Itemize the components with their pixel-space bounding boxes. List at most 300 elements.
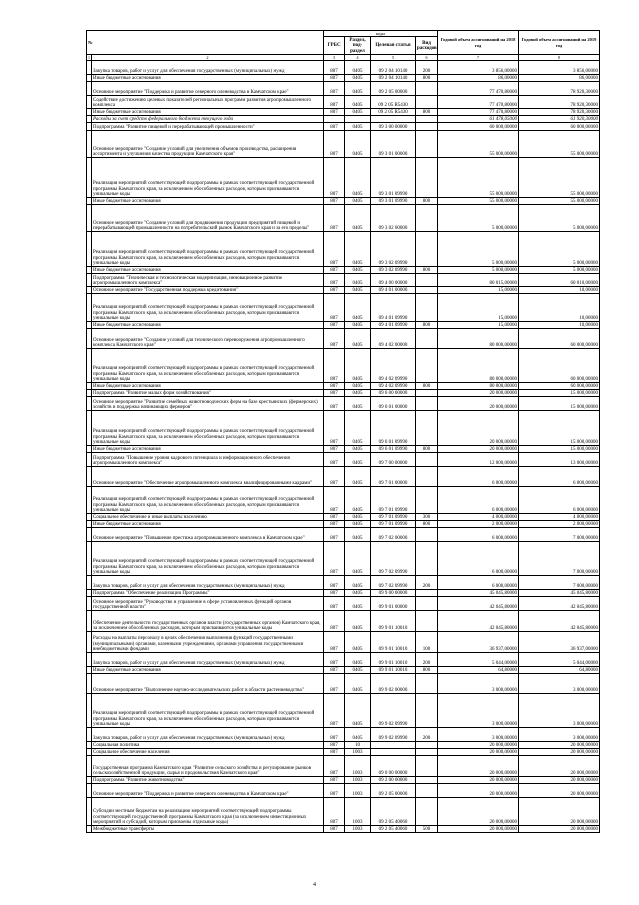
row-grbs: 807 <box>324 597 345 611</box>
row-name: Основное мероприятие "Руководство и управление в сфере установленных функций органов государственной власти" <box>92 597 324 611</box>
row-amount-2019: 55 000,00000 <box>519 131 600 158</box>
row-vid: 800 <box>416 446 438 453</box>
row-grbs: 807 <box>324 756 345 777</box>
row-razdel: 0405 <box>345 123 371 131</box>
row-razdel: 0405 <box>345 576 371 590</box>
row-name: Основное мероприятие "Поддержка и развитие северного оленеводства в Камчатском крае" <box>92 784 324 798</box>
row-name: Подпрограмма "Обеспечение реализации Программы" <box>92 590 324 597</box>
row-cel: 09 3 02 09990 <box>371 267 416 274</box>
row-razdel: 0405 <box>345 467 371 487</box>
row-grbs: 807 <box>324 287 345 294</box>
row-razdel: 0405 <box>345 667 371 674</box>
row-amount-2018: 77 470,80000 <box>438 82 519 96</box>
row-name: Основное мероприятие "Выполнение научно-исследовательских работ в области растениеводства" <box>92 674 324 694</box>
table-row <box>87 322 600 329</box>
row-amount-2019: 7 000,00000 <box>519 576 600 590</box>
row-amount-2018: 5 000,00000 <box>438 205 519 232</box>
row-cel <box>371 749 416 756</box>
row-grbs: 807 <box>324 728 345 742</box>
row-vid: 800 <box>416 267 438 274</box>
row-name: Иные бюджетные ассигнования <box>92 109 324 116</box>
row-grbs: 807 <box>324 784 345 798</box>
row-amount-2018: 64,80000 <box>438 667 519 674</box>
row-cel: 09 9 01 10010 <box>371 632 416 653</box>
table-row <box>87 82 600 96</box>
row-grbs: 807 <box>324 521 345 528</box>
row-amount-2018: 20 000,00000 <box>438 749 519 756</box>
row-cel: 09 7 01 09990 <box>371 521 416 528</box>
row-name: Субсидии местным бюджетам на реализацию мероприятий соответствующей подпрограммы соответствующей государственной программы Камчатского края (за исключением инвестиционных мероприятий и субсидий, которым присвоены отдельные коды) <box>92 798 324 826</box>
row-amount-2018: 80 000,00000 <box>438 383 519 390</box>
table-row <box>87 667 600 674</box>
row-amount-2019: 15 000,00000 <box>519 411 600 446</box>
index-cell: 3 <box>324 55 345 61</box>
row-amount-2018: 15,00000 <box>438 322 519 329</box>
index-cell: 8 <box>519 55 600 61</box>
row-razdel: 1003 <box>345 784 371 798</box>
row-amount-2018: 4 000,00000 <box>438 514 519 521</box>
row-amount-2018: 15,00000 <box>438 287 519 294</box>
table-row <box>87 390 600 397</box>
row-amount-2019: 20 000,00000 <box>519 749 600 756</box>
table-row <box>87 349 600 383</box>
row-razdel: 0405 <box>345 109 371 116</box>
row-cel: 09 4 00 00000 <box>371 274 416 287</box>
row-vid: 800 <box>416 521 438 528</box>
row-name: Расходы за счет средств федерального бюджета текущего года <box>92 116 324 123</box>
row-razdel: 0405 <box>345 96 371 109</box>
table-row <box>87 109 600 116</box>
row-razdel: 1003 <box>345 826 371 833</box>
row-grbs: 807 <box>324 294 345 322</box>
row-razdel: 0405 <box>345 158 371 198</box>
row-razdel: 10 <box>345 742 371 749</box>
row-amount-2019: 5 000,00000 <box>519 232 600 267</box>
row-amount-2019: 3 000,00000 <box>519 674 600 694</box>
row-amount-2019: 55 000,00000 <box>519 198 600 205</box>
row-vid <box>416 528 438 542</box>
row-name: Основное мероприятие "Государственная поддержка кредитования" <box>92 287 324 294</box>
row-amount-2019: 15 000,00000 <box>519 390 600 397</box>
row-grbs: 807 <box>324 131 345 158</box>
row-razdel: 0405 <box>345 542 371 576</box>
row-cel: 09 2 04 10140 <box>371 75 416 82</box>
row-amount-2018: 6 000,00000 <box>438 576 519 590</box>
row-cel: 09 4 02 09990 <box>371 349 416 383</box>
row-cel: 09 3 02 09990 <box>371 232 416 267</box>
row-razdel: 0405 <box>345 75 371 82</box>
row-amount-2018: 77 470,80000 <box>438 109 519 116</box>
row-name: Социальное обеспечение населения <box>92 749 324 756</box>
row-grbs: 807 <box>324 514 345 521</box>
row-name: Реализация мероприятий соответствующей подпрограммы в рамках соответствующей государственной программы Камчатского края, за исключением обособленных расходов, которым присваиваются уникальные коды <box>92 694 324 728</box>
row-vid <box>416 158 438 198</box>
table-row <box>87 798 600 826</box>
row-grbs: 807 <box>324 96 345 109</box>
row-amount-2018: 20 000,00000 <box>438 397 519 411</box>
row-amount-2018: 86,00000 <box>438 75 519 82</box>
row-vid <box>416 597 438 611</box>
table-row <box>87 411 600 446</box>
table-row <box>87 576 600 590</box>
table-row <box>87 514 600 521</box>
row-amount-2019: 10,00000 <box>519 322 600 329</box>
table-row <box>87 742 600 749</box>
row-razdel: 1003 <box>345 777 371 784</box>
row-amount-2018: 20 000,00000 <box>438 756 519 777</box>
row-name: Иные бюджетные ассигнования <box>92 198 324 205</box>
row-razdel: 0405 <box>345 82 371 96</box>
header-grbs: ГРБС <box>324 37 345 55</box>
row-razdel: 0405 <box>345 674 371 694</box>
row-grbs: 807 <box>324 267 345 274</box>
row-vid <box>416 349 438 383</box>
row-amount-2018: 15,00000 <box>438 294 519 322</box>
row-amount-2018: 45 045,80000 <box>438 590 519 597</box>
row-cel: 09 9 02 09990 <box>371 728 416 742</box>
row-amount-2019: 10,00000 <box>519 287 600 294</box>
row-grbs: 807 <box>324 329 345 349</box>
row-amount-2019: 10,00000 <box>519 294 600 322</box>
row-vid: 800 <box>416 322 438 329</box>
row-cel: 09 2 05 R5430 <box>371 96 416 109</box>
row-amount-2018: 5 000,00000 <box>438 232 519 267</box>
row-cel: 09 6 01 09990 <box>371 446 416 453</box>
row-name: Содействие достижению целевых показателей региональных программ развития агропромышленного комплекса <box>92 96 324 109</box>
row-amount-2018: 12 000,00000 <box>438 453 519 467</box>
index-cell: 5 <box>371 55 416 61</box>
row-amount-2018: 6 000,00000 <box>438 467 519 487</box>
row-razdel: 0405 <box>345 205 371 232</box>
row-grbs: 807 <box>324 383 345 390</box>
row-cel: 09 9 01 10010 <box>371 667 416 674</box>
index-cell: 7 <box>438 55 519 61</box>
row-amount-2019: 60 000,00000 <box>519 123 600 131</box>
row-amount-2018: 77 470,80000 <box>438 96 519 109</box>
row-vid: 300 <box>416 514 438 521</box>
row-cel: 09 7 01 09990 <box>371 487 416 514</box>
table-row <box>87 653 600 667</box>
header-number: № <box>87 31 324 55</box>
row-amount-2018: 3 000,00000 <box>438 674 519 694</box>
row-grbs: 807 <box>324 749 345 756</box>
row-cel: 09 7 02 09990 <box>371 576 416 590</box>
row-vid: 200 <box>416 728 438 742</box>
row-name: Реализация мероприятий соответствующей подпрограммы в рамках соответствующей государственной программы Камчатского края, за исключением обособленных расходов, которым присваиваются уникальные коды <box>92 542 324 576</box>
row-vid <box>416 742 438 749</box>
row-grbs: 807 <box>324 390 345 397</box>
table-row <box>87 542 600 576</box>
row-amount-2018: 80 000,00000 <box>438 349 519 383</box>
row-amount-2019: 78 920,30000 <box>519 82 600 96</box>
row-amount-2019: 2 000,00000 <box>519 521 600 528</box>
table-row <box>87 131 600 158</box>
table-row <box>87 116 600 123</box>
row-grbs: 807 <box>324 576 345 590</box>
row-amount-2018: 6 000,00000 <box>438 542 519 576</box>
row-amount-2019: 15 000,00000 <box>519 397 600 411</box>
row-cel: 09 6 01 00000 <box>371 397 416 411</box>
table-row <box>87 632 600 653</box>
row-amount-2018: 20 000,00000 <box>438 784 519 798</box>
row-cel: 09 9 00 00000 <box>371 590 416 597</box>
row-vid <box>416 777 438 784</box>
row-vid <box>416 123 438 131</box>
row-grbs: 807 <box>324 694 345 728</box>
row-vid <box>416 116 438 123</box>
table-row <box>87 294 600 322</box>
row-amount-2018: 55 000,00000 <box>438 198 519 205</box>
row-grbs: 807 <box>324 75 345 82</box>
row-razdel: 0405 <box>345 274 371 287</box>
row-name: Подпрограмма "Развитие малых форм хозяйствования" <box>92 390 324 397</box>
row-cel: 09 2 05 00000 <box>371 784 416 798</box>
row-vid <box>416 467 438 487</box>
row-cel: 09 9 01 10010 <box>371 653 416 667</box>
table-row <box>87 446 600 453</box>
row-cel: 09 6 01 09990 <box>371 411 416 446</box>
row-amount-2019: 7 000,00000 <box>519 528 600 542</box>
row-amount-2019: 13 000,00000 <box>519 453 600 467</box>
row-amount-2018: 6 000,00000 <box>438 487 519 514</box>
row-name: Социальное обеспечение и иные выплаты населению <box>92 514 324 521</box>
row-vid <box>416 390 438 397</box>
row-cel: 09 3 01 09990 <box>371 158 416 198</box>
budget-table <box>86 30 600 833</box>
table-row <box>87 467 600 487</box>
row-vid <box>416 784 438 798</box>
row-razdel: 1003 <box>345 749 371 756</box>
table-row <box>87 694 600 728</box>
row-grbs: 807 <box>324 777 345 784</box>
row-grbs: 807 <box>324 123 345 131</box>
row-grbs: 807 <box>324 61 345 75</box>
row-name: Основное мероприятие "Развитие семейных животноводческих ферм на базе крестьянских (фермерских) хозяйств и поддержка начинающих фермеров" <box>92 397 324 411</box>
row-vid <box>416 590 438 597</box>
row-amount-2019: 60 000,00000 <box>519 329 600 349</box>
row-amount-2018: 20 000,00000 <box>438 390 519 397</box>
row-amount-2019: 15 000,00000 <box>519 446 600 453</box>
row-amount-2019: 20 000,00000 <box>519 784 600 798</box>
row-cel: 09 6 00 00000 <box>371 390 416 397</box>
row-grbs: 807 <box>324 158 345 198</box>
row-grbs: 807 <box>324 611 345 632</box>
table-row <box>87 487 600 514</box>
row-cel: 09 7 02 00000 <box>371 528 416 542</box>
row-grbs: 807 <box>324 198 345 205</box>
row-name: Иные бюджетные ассигнования <box>92 75 324 82</box>
row-amount-2018: 42 045,80000 <box>438 597 519 611</box>
row-razdel: 0405 <box>345 521 371 528</box>
row-razdel: 0405 <box>345 232 371 267</box>
row-cel: 09 0 00 00000 <box>371 756 416 777</box>
row-grbs: 807 <box>324 590 345 597</box>
table-row <box>87 287 600 294</box>
row-vid <box>416 205 438 232</box>
row-vid: 800 <box>416 667 438 674</box>
row-cel: 09 3 01 00000 <box>371 131 416 158</box>
row-amount-2018: 5 044,00000 <box>438 653 519 667</box>
row-grbs: 807 <box>324 82 345 96</box>
row-amount-2019: 20 000,00000 <box>519 777 600 784</box>
row-name: Иные бюджетные ассигнования <box>92 521 324 528</box>
row-name: Подпрограмма "Развитие животноводства" <box>92 777 324 784</box>
header-2018: Годовой объем ассигнований на 2018 год <box>438 31 519 55</box>
row-name: Основное мероприятие "Повышение престижа агропромышленного комплекса в Камчатском крае" <box>92 528 324 542</box>
row-vid <box>416 453 438 467</box>
row-amount-2018: 36 937,00000 <box>438 632 519 653</box>
row-cel: 09 4 01 09990 <box>371 322 416 329</box>
row-amount-2019: 6 000,00000 <box>519 467 600 487</box>
row-razdel <box>345 116 371 123</box>
row-vid <box>416 131 438 158</box>
table-row <box>87 826 600 833</box>
row-razdel: 0405 <box>345 267 371 274</box>
row-amount-2018: 6 000,00000 <box>438 528 519 542</box>
row-amount-2019: 5 000,00000 <box>519 205 600 232</box>
row-cel: 09 4 02 09990 <box>371 383 416 390</box>
row-vid <box>416 232 438 267</box>
row-grbs: 807 <box>324 742 345 749</box>
row-name: Основное мероприятие "Поддержка и развитие северного оленеводства в Камчатском крае" <box>92 82 324 96</box>
row-razdel: 0405 <box>345 453 371 467</box>
row-name: Иные бюджетные ассигнования <box>92 383 324 390</box>
row-amount-2018: 55 000,00000 <box>438 131 519 158</box>
row-name: Государственная программа Камчатского края "Развитие сельского хозяйства и регулирование рынков сельскохозяйственной продукции, сырья и продовольствия Камчатского края" <box>92 756 324 777</box>
row-razdel: 0405 <box>345 390 371 397</box>
table-row <box>87 205 600 232</box>
table-row <box>87 728 600 742</box>
row-grbs: 807 <box>324 487 345 514</box>
index-cell: 4 <box>345 55 371 61</box>
row-razdel: 0405 <box>345 728 371 742</box>
row-grbs: 807 <box>324 274 345 287</box>
row-grbs: 807 <box>324 349 345 383</box>
row-amount-2018: 3 000,00000 <box>438 694 519 728</box>
table-row <box>87 749 600 756</box>
row-name: Реализация мероприятий соответствующей подпрограммы в рамках соответствующей государственной программы Камчатского края, за исключением обособленных расходов, которым присваиваются уникальные коды <box>92 294 324 322</box>
row-cel: 09 9 01 10010 <box>371 611 416 632</box>
row-vid: 100 <box>416 632 438 653</box>
row-vid <box>416 411 438 446</box>
table-row <box>87 597 600 611</box>
row-cel: 09 7 01 00000 <box>371 467 416 487</box>
row-cel: 09 2 00 00000 <box>371 777 416 784</box>
row-vid: 800 <box>416 198 438 205</box>
row-cel: 09 9 02 09990 <box>371 694 416 728</box>
budget-table-sheet <box>86 30 599 833</box>
row-name: Иные бюджетные ассигнования <box>92 667 324 674</box>
row-razdel: 0405 <box>345 411 371 446</box>
row-vid <box>416 274 438 287</box>
header-vid: Вид расходов <box>416 37 438 55</box>
row-amount-2019: 60 000,00000 <box>519 383 600 390</box>
row-cel: 09 7 01 09990 <box>371 514 416 521</box>
row-amount-2018: 3 000,00000 <box>438 728 519 742</box>
table-row <box>87 267 600 274</box>
row-amount-2019: 78 920,30000 <box>519 96 600 109</box>
row-razdel: 0405 <box>345 514 371 521</box>
row-amount-2019: 3 000,00000 <box>519 728 600 742</box>
row-grbs: 807 <box>324 232 345 267</box>
row-amount-2019: 4 000,00000 <box>519 514 600 521</box>
row-cel: 09 2 05 R5430 <box>371 109 416 116</box>
index-cell: 2 <box>92 55 324 61</box>
row-vid: 500 <box>416 826 438 833</box>
row-vid <box>416 756 438 777</box>
header-razdel: Раздел, под-раздел <box>345 37 371 55</box>
row-razdel: 0405 <box>345 528 371 542</box>
row-razdel: 0405 <box>345 329 371 349</box>
row-cel: 09 4 02 00000 <box>371 329 416 349</box>
row-amount-2018: 3 856,00000 <box>438 61 519 75</box>
row-vid: 200 <box>416 653 438 667</box>
row-name: Реализация мероприятий соответствующей подпрограммы в рамках соответствующей государственной программы Камчатского края, за исключением обособленных расходов, которым присваиваются уникальные коды <box>92 232 324 267</box>
table-row <box>87 397 600 411</box>
row-cel: 09 9 01 00000 <box>371 597 416 611</box>
row-amount-2019: 55 000,00000 <box>519 158 600 198</box>
row-vid <box>416 798 438 826</box>
row-grbs: 807 <box>324 542 345 576</box>
table-row <box>87 521 600 528</box>
row-amount-2019: 61 920,30000 <box>519 116 600 123</box>
row-cel <box>371 116 416 123</box>
row-razdel: 0405 <box>345 611 371 632</box>
row-name: Иные бюджетные ассигнования <box>92 267 324 274</box>
row-amount-2019: 20 000,00000 <box>519 756 600 777</box>
row-name: Реализация мероприятий соответствующей подпрограммы в рамках соответствующей государственной программы Камчатского края, за исключением обособленных расходов, которым присваиваются уникальные коды <box>92 487 324 514</box>
row-amount-2018: 42 045,80000 <box>438 611 519 632</box>
row-amount-2018: 80 015,00000 <box>438 274 519 287</box>
row-name: Подпрограмма "Развитие пищевой и перерабатывающей промышленности" <box>92 123 324 131</box>
row-name: Основное мероприятие "Обеспечение агропромышленного комплекса квалифицированными кадрами" <box>92 467 324 487</box>
row-cel: 09 2 05 40060 <box>371 826 416 833</box>
row-amount-2018: 20 000,00000 <box>438 798 519 826</box>
row-razdel: 0405 <box>345 487 371 514</box>
table-row <box>87 674 600 694</box>
row-amount-2018: 55 000,00000 <box>438 158 519 198</box>
row-name: Реализация мероприятий соответствующей подпрограммы в рамках соответствующей государственной программы Камчатского края, за исключением обособленных расходов, которым присваиваются уникальные коды <box>92 411 324 446</box>
row-razdel: 0405 <box>345 294 371 322</box>
row-vid <box>416 611 438 632</box>
row-amount-2019: 60 010,00000 <box>519 274 600 287</box>
row-grbs: 807 <box>324 322 345 329</box>
index-cell: 6 <box>416 55 438 61</box>
row-vid <box>416 694 438 728</box>
table-body <box>87 61 600 833</box>
row-cel: 09 4 01 00000 <box>371 287 416 294</box>
row-grbs: 807 <box>324 411 345 446</box>
row-razdel: 0405 <box>345 131 371 158</box>
header-2019: Годовой объем ассигнований на 2019 год <box>519 31 600 55</box>
table-row <box>87 383 600 390</box>
table-row <box>87 756 600 777</box>
row-razdel: 0405 <box>345 198 371 205</box>
table-row <box>87 96 600 109</box>
row-amount-2019: 6 000,00000 <box>519 487 600 514</box>
row-vid <box>416 329 438 349</box>
row-vid <box>416 294 438 322</box>
row-vid <box>416 96 438 109</box>
row-razdel: 1003 <box>345 798 371 826</box>
row-grbs: 807 <box>324 528 345 542</box>
row-name: Реализация мероприятий соответствующей подпрограммы в рамках соответствующей государственной программы Камчатского края, за исключением обособленных расходов, которым присваиваются уникальные коды <box>92 158 324 198</box>
row-grbs: 807 <box>324 453 345 467</box>
row-amount-2019: 3 000,00000 <box>519 694 600 728</box>
row-vid: 800 <box>416 383 438 390</box>
row-razdel: 0405 <box>345 446 371 453</box>
table-row <box>87 329 600 349</box>
